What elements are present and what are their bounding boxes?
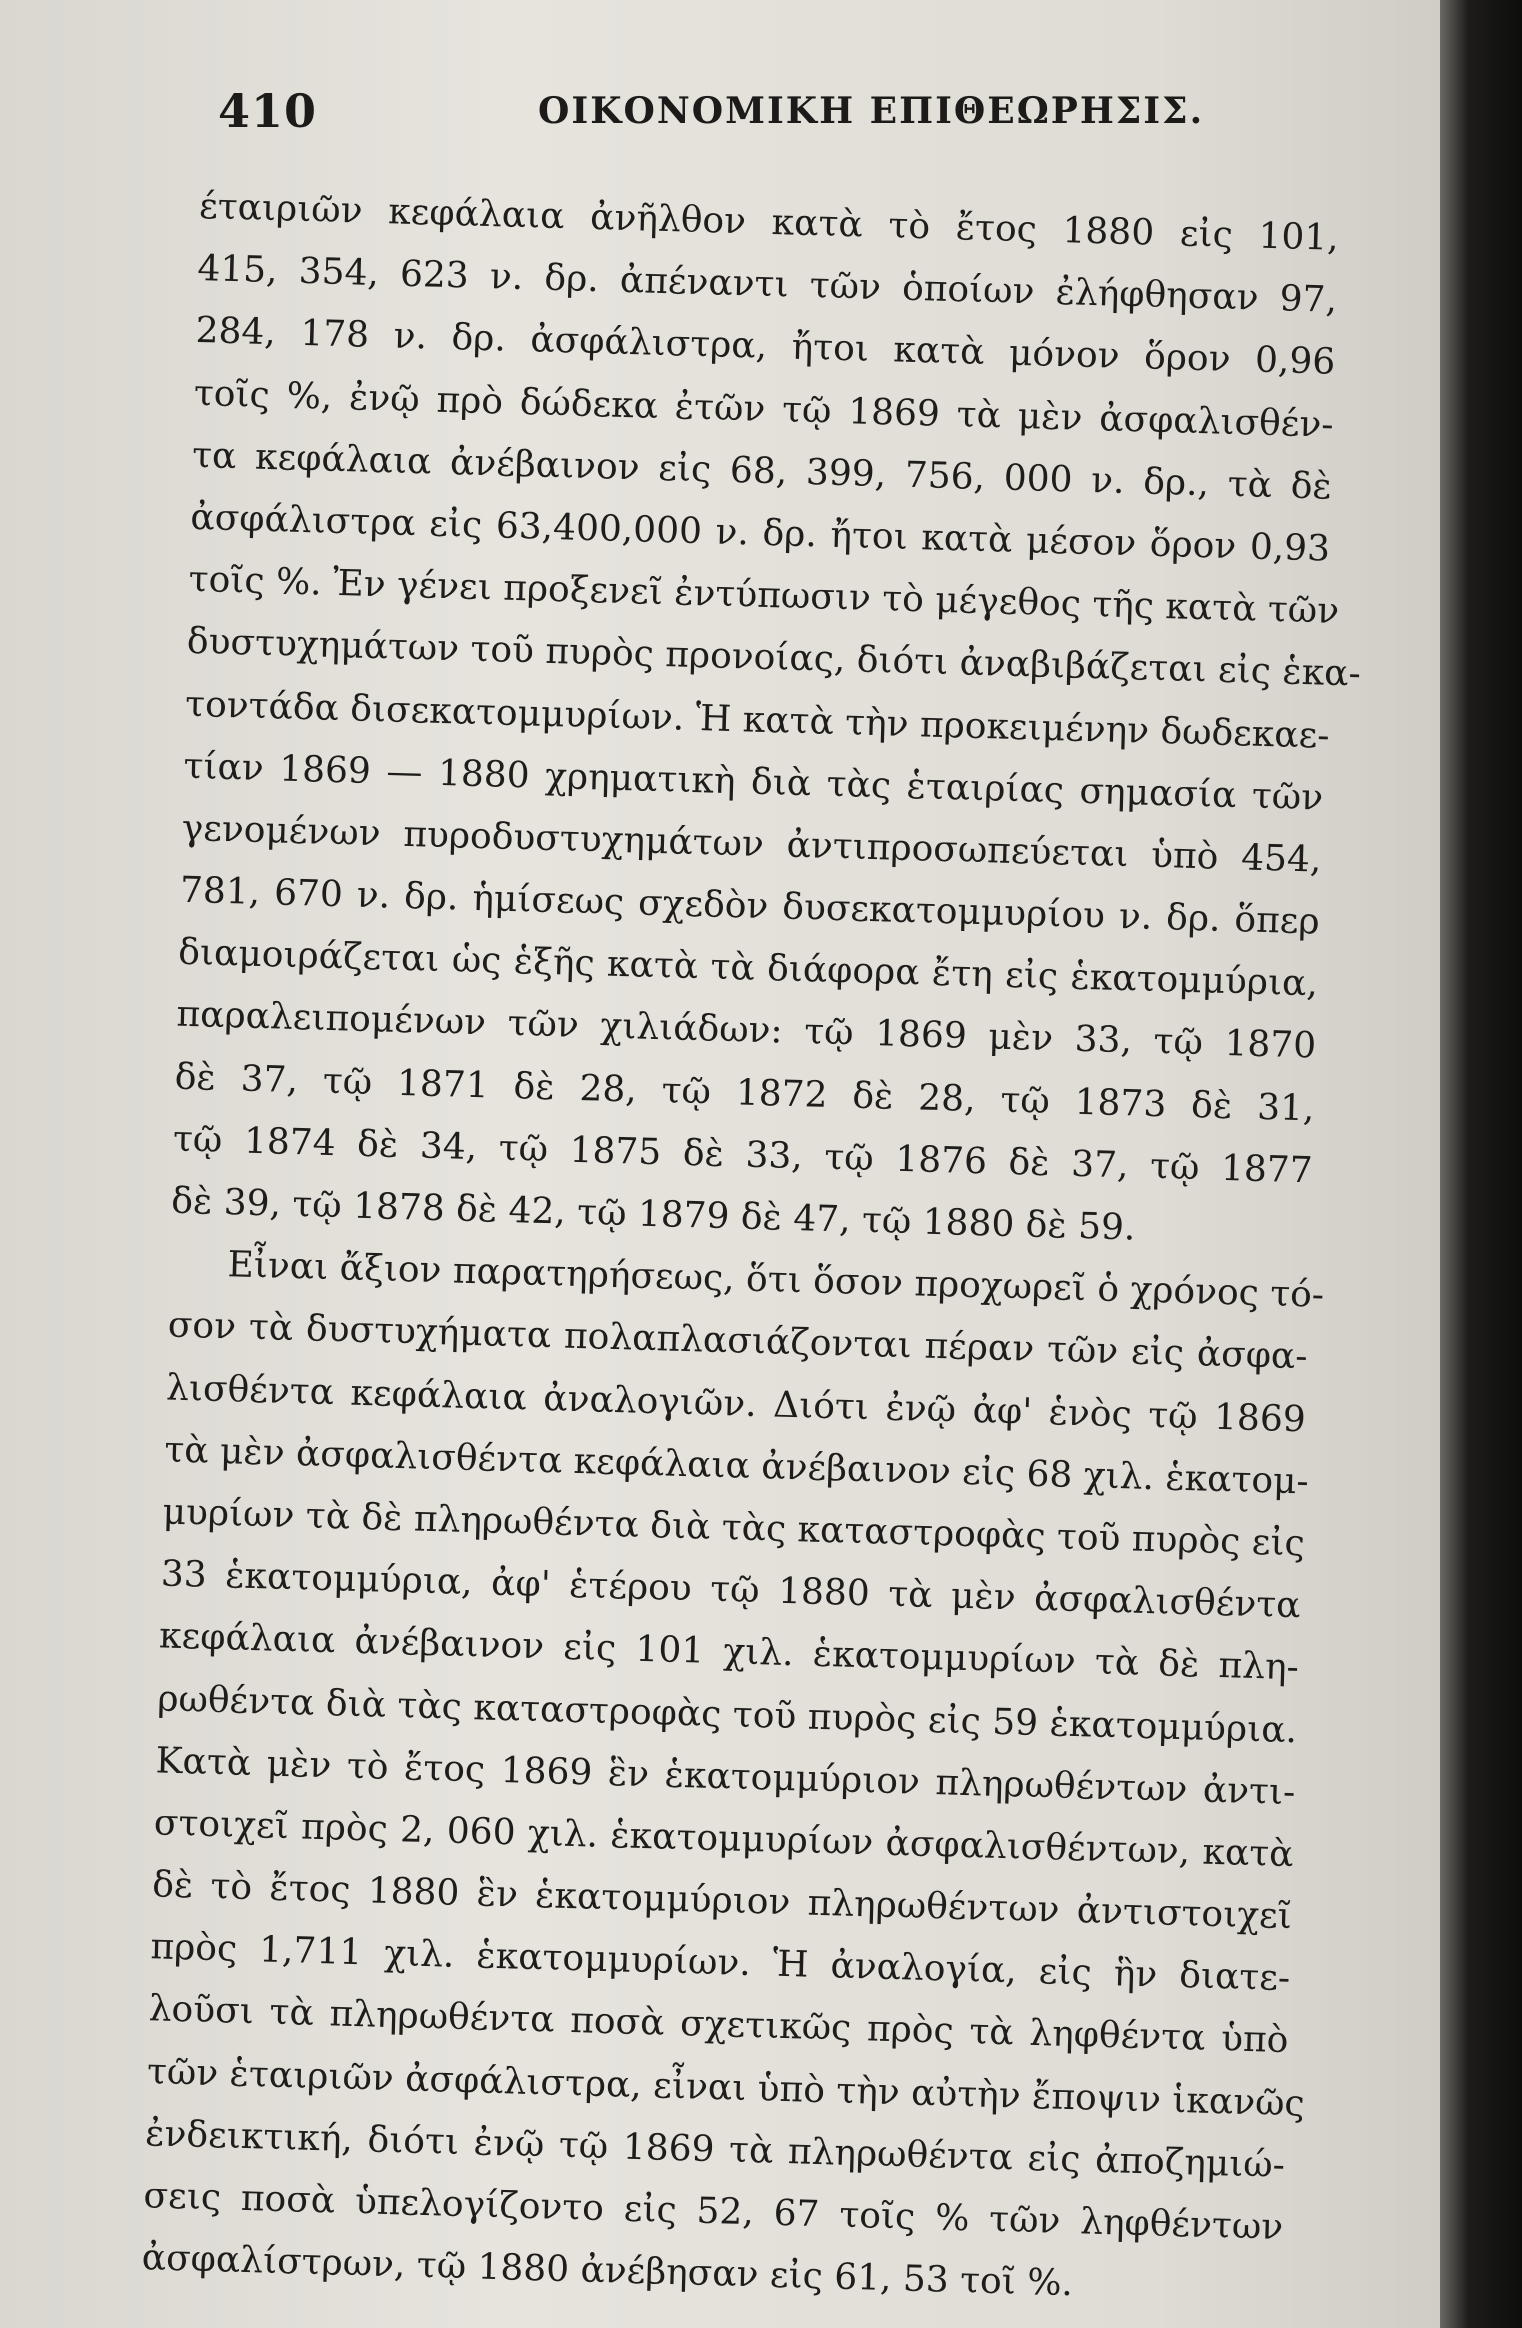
page-header — [218, 78, 1378, 148]
paragraph-end-line: ἀσφαλίστρων, τῷ 1880 ἀνέβησαν εἰς 61, 53 τοῖ %. — [141, 2237, 1074, 2305]
text-line: πρὸς 1,711 χιλ. ἑκατομμυρίων. Ἡ ἀναλογία, εἰς ἣν διατε- — [149, 1926, 1291, 2000]
text-line: γενομένων πυροδυστυχημάτων ἀντιπροσωπεύεται ὑπὸ 454, — [181, 807, 1322, 881]
text-line: Κατὰ μὲν τὸ ἔτος 1869 ἓν ἑκατομμύριον πληρωθέντων ἀντι- — [155, 1740, 1296, 1813]
text-line: διαμοιράζεται ὡς ἑξῆς κατὰ τὰ διάφορα ἔτη εἰς ἑκατομμύρια, — [177, 931, 1319, 1005]
book-spine-shadow — [1440, 0, 1522, 2328]
text-line: τοντάδα δισεκατομμυρίων. Ἡ κατὰ τὴν προκειμένην δωδεκαε- — [184, 683, 1331, 757]
text-line: λισθέντα κεφάλαια ἀναλογιῶν. Διότι ἐνῷ ἀφ' ἑνὸς τῷ 1869 — [165, 1367, 1307, 1440]
page-number: 410 — [218, 84, 318, 138]
text-line: ἀσφάλιστρα εἰς 63,400,000 ν. δρ. ἤτοι κατὰ μέσον ὅρον 0,93 — [189, 496, 1331, 570]
text-line: στοιχεῖ πρὸς 2, 060 χιλ. ἑκατομμυρίων ἀσφαλισθέντων, κατὰ — [153, 1802, 1295, 1876]
text-line: σον τὰ δυστυχήματα πολαπλασιάζονται πέραν τῶν εἰς ἀσφα- — [167, 1304, 1309, 1378]
text-line: σεις ποσὰ ὑπελογίζοντο εἰς 52, 67 τοῖς % τῶν ληφθέντων — [143, 2175, 1284, 2249]
text-line: 284, 178 ν. δρ. ἀσφάλιστρα, ἤτοι κατὰ μόνον ὅρον 0,96 — [195, 310, 1336, 384]
text-line: τίαν 1869 — 1880 χρηματικὴ διὰ τὰς ἑταιρίας σημασία τῶν — [182, 745, 1324, 819]
body-text — [141, 176, 1362, 2321]
text-line: τῶν ἑταιριῶν ἀσφάλιστρα, εἶναι ὑπὸ τὴν αὐτὴν ἔποψιν ἱκανῶς — [146, 2050, 1306, 2125]
text-line: 415, 354, 623 ν. δρ. ἀπέναντι τῶν ὁποίων ἐλήφθησαν 97, — [196, 248, 1338, 321]
text-line: ἐνδεικτική, διότι ἐνῷ τῷ 1869 τὰ πληρωθέντα εἰς ἀποζημιώ- — [144, 2113, 1286, 2186]
text-line: παραλειπομένων τῶν χιλιάδων: τῷ 1869 μὲν 33, τῷ 1870 — [176, 994, 1317, 1067]
text-line: δὲ τὸ ἔτος 1880 ἓν ἑκατομμύριον πληρωθέντων ἀντιστοιχεῖ — [151, 1864, 1293, 1938]
text-line: 781, 670 ν. δρ. ἡμίσεως σχεδὸν δυσεκατομμυρίου ν. δρ. ὅπερ — [179, 869, 1321, 943]
paragraph-end-line: δὲ 39, τῷ 1878 δὲ 42, τῷ 1879 δὲ 47, τῷ 1880 δὲ 59. — [170, 1180, 1136, 1249]
text-line: τοῖς %, ἐνῷ πρὸ δώδεκα ἐτῶν τῷ 1869 τὰ μὲν ἀσφαλισθέν- — [193, 372, 1335, 446]
text-line: ρωθέντα διὰ τὰς καταστροφὰς τοῦ πυρὸς εἰς 59 ἑκατομμύρια. — [156, 1677, 1298, 1751]
text-line: κεφάλαια ἀνέβαινον εἰς 101 χιλ. ἑκατομμυρίων τὰ δὲ πλη- — [158, 1615, 1300, 1689]
running-title: ΟΙΚΟΝΟΜΙΚΗ ΕΠΙΘΕΩΡΗΣΙΣ. — [538, 90, 1205, 132]
text-line: δυστυχημάτων τοῦ πυρὸς προνοίας, διότι ἀναβιβάζεται εἰς ἑκα- — [186, 621, 1362, 695]
paragraph-start-line: Εἶναι ἄξιον παρατηρήσεως, ὅτι ὅσον προχωρεῖ ὁ χρόνος τό- — [227, 1244, 1325, 1317]
text-line: τα κεφάλαια ἀνέβαινον εἰς 68, 399, 756, 000 ν. δρ., τὰ δὲ — [191, 434, 1333, 508]
text-line: δὲ 37, τῷ 1871 δὲ 28, τῷ 1872 δὲ 28, τῷ 1873 δὲ 31, — [174, 1056, 1315, 1130]
text-line: 33 ἑκατομμύρια, ἀφ' ἑτέρου τῷ 1880 τὰ μὲν ἀσφαλισθέντα — [160, 1553, 1302, 1627]
text-line: τῷ 1874 δὲ 34, τῷ 1875 δὲ 33, τῷ 1876 δὲ 37, τῷ 1877 — [172, 1118, 1314, 1192]
text-line: τὰ μὲν ἀσφαλισθέντα κεφάλαια ἀνέβαινον εἰς 68 χιλ. ἑκατομ- — [163, 1429, 1310, 1503]
text-line: μυρίων τὰ δὲ πληρωθέντα διὰ τὰς καταστροφὰς τοῦ πυρὸς εἰς — [162, 1491, 1306, 1565]
text-line: τοῖς %. Ἐν γένει προξενεῖ ἐντύπωσιν τὸ μέγεθος τῆς κατὰ τῶν — [188, 558, 1340, 633]
text-line: έταιριῶν κεφάλαια ἀνῆλθον κατὰ τὸ ἔτος 1880 εἰς 101, — [198, 185, 1340, 259]
text-line: λοῦσι τὰ πληρωθέντα ποσὰ σχετικῶς πρὸς τὰ ληφθέντα ὑπὸ — [148, 1988, 1289, 2062]
